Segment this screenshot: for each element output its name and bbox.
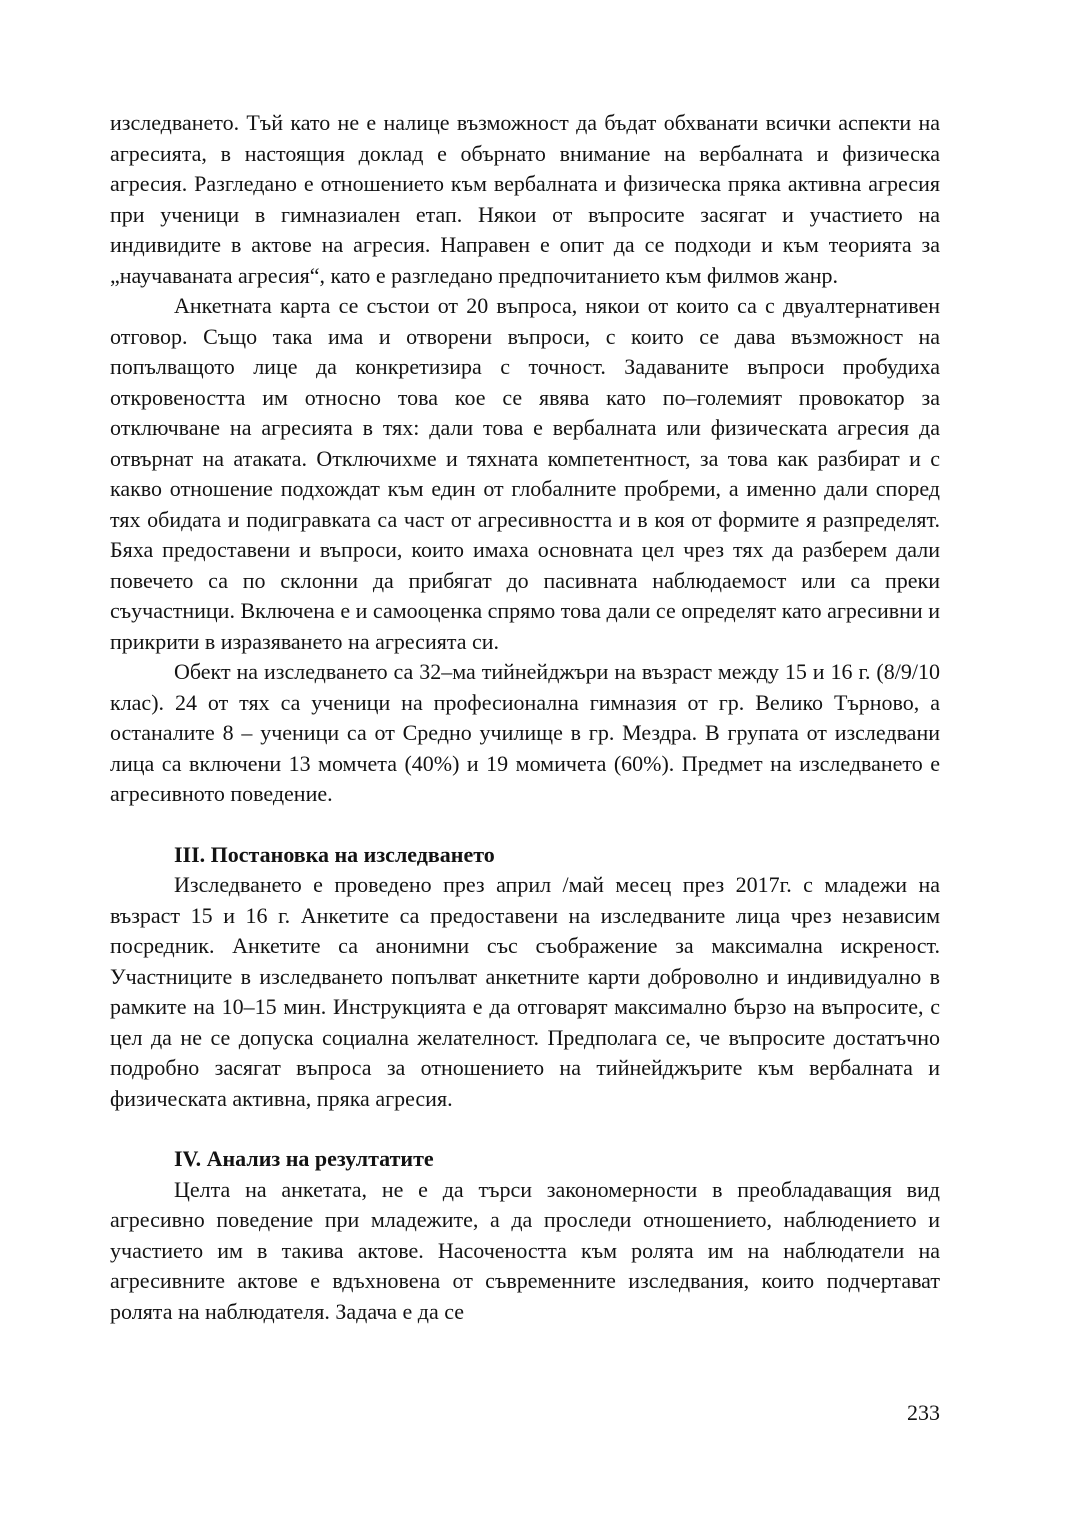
paragraph: Обект на изследването са 32–ма тийнейджъри на възраст между 15 и 16 г. (8/9/10 клас). 24 от тях са ученици на професионална гимназия от гр. Велико Търново, а останалите 8 – ученици са от Средно училище в гр. Мездра. В групата от изследвани лица са включени 13 момчета (40%) и 19 момичета (60%). Предмет на изследването е агресивното поведение. (110, 659, 940, 806)
section-heading-iii: III. Постановка на изследването (174, 841, 495, 867)
paragraph: Изследването е проведено през април /май месец през 2017г. с младежи на възраст 15 и 16 г. Анкетите са предоставени на изследваните лица чрез независим посредник. Анкетите са анонимни със съображение за максимална искреност. Участниците в изследването попълват анкетните карти доброволно и индивидуално в рамките на 10–15 мин. Инструкцията е да отговарят максимално бързо на въпросите, с цел да не се допуска социална желателност. Предполага се, че въпросите достатъчно подробно засягат въпроса за отношението на тийнейджърите към вербалната и физическата активна, пряка агресия. (110, 872, 940, 1111)
paragraph-continuation: изследването. Тъй като не е налице възможност да бъдат обхванати всички аспекти на агресията, в настоящия доклад е обърнато внимание на вербалната и физическа агресия. Разгледано е отношението към вербалната и физическа пряка активна агресия при ученици в гимназиален етап. Някои от въпросите засягат и участието на индивидите в актове на агресия. Направен е опит да се подходи и към теорията за „научаваната агресия“, като е разгледано предпочитанието към филмов жанр. (110, 110, 940, 288)
text-block (110, 108, 940, 1327)
paragraph: Анкетната карта се състои от 20 въпроса, някои от които са с двуалтернативен отговор. Също така има и отворени въпроси, с които се дава възможност на попълващото лице да конкретизира с точност. Задаваните въпроси пробудиха откровеността им относно това кое се явява като по–големият провокатор за отключване на агресията в тях: дали това е вербалната или физическата агресия да отвърнат на атаката. Отключихме и тяхната компетентност, за това как разбират и с какво отношение подхождат към един от глобалните пробреми, а именно дали според тях обидата и подигравката са част от агресивността и в коя от формите я разпределят. Бяха предоставени и въпроси, които имаха основната цел чрез тях да разберем дали повечето са по склонни да прибягат до пасивната наблюдаемост или са преки съучастници. Включена е и самооценка спрямо това дали се определят като агресивни и прикрити в изразяването на агресията си. (110, 293, 940, 654)
paragraph: Целта на анкетата, не е да търси закономерности в преобладаващия вид агресивно поведение при младежите, а да проследи отношението, наблюдението и участието им в такива актове. Насочеността към ролята им на наблюдатели на агресивните актове е вдъхновена от съвременните изследвания, които подчертават ролята на наблюдателя. Задача е да се (110, 1176, 940, 1324)
section-heading-iv: IV. Анализ на резултатите (174, 1146, 434, 1171)
page-number: 233 (907, 1400, 940, 1425)
